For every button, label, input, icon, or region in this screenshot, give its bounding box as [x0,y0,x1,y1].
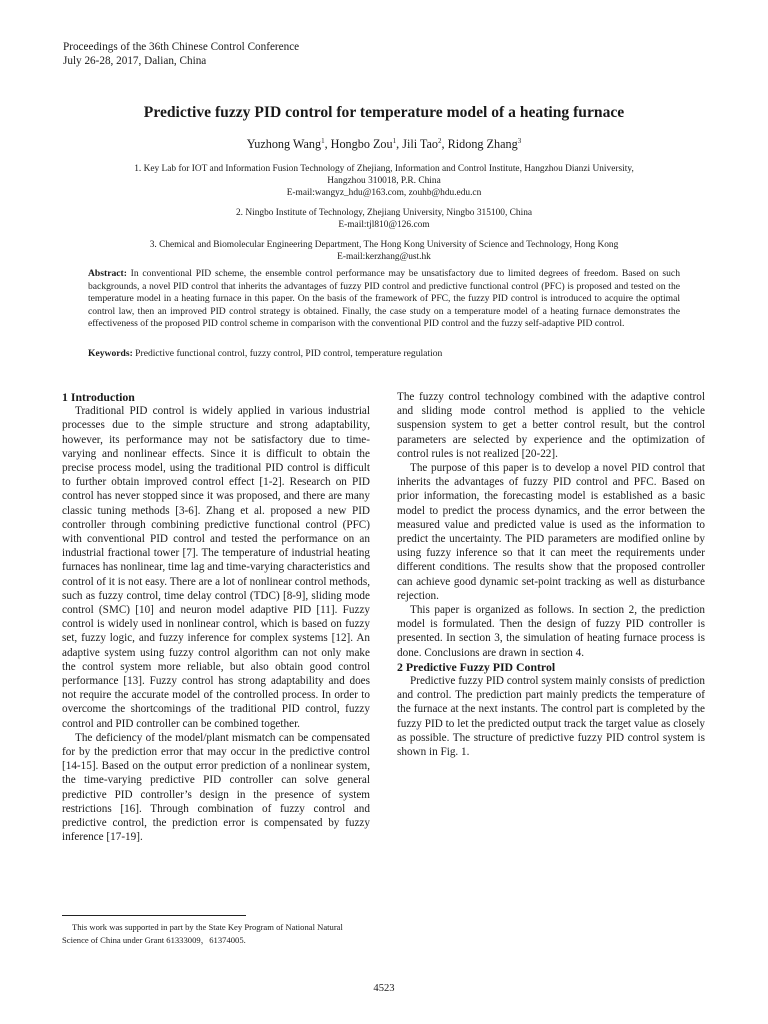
left-column [62,390,370,845]
footnote: This work was supported in part by the State Key Program of National Natural Science of China under Grant 61333009，61374005. [62,922,343,945]
author-list: Yuzhong Wang$^1$, Hongbo Zou$^1$, Jili Tao$^2$, Ridong Zhang$^3$ [246,136,522,151]
author-name: Yuzhong Wang [246,137,322,151]
right-column [397,390,705,759]
keywords-label: Keywords: [88,348,133,359]
keywords [88,348,680,361]
paragraph: Predictive fuzzy PID control system mainly consists of prediction and control. The prediction part mainly predicts the temperature of the furnace at the next instants. The control part is completed by the fuzzy PID to let the predicted output track the target value as closely as possible. The structure of predictive fuzzy PID control system is shown in Fig. 1. [397,675,705,759]
affiliation-line: 1. Key Lab for IOT and Information Fusion Technology of Zhejiang, Information and Control Institute, Hangzhou Dianzi University, [134,164,634,174]
affiliation-2 [60,207,708,231]
paragraph: The fuzzy control technology combined with the adaptive control and sliding mode control method is applied to the vehicle suspension system to get a better control result, but the control parameters are selected by experience and the optimization of control rules is not realized [20-22]. [397,391,705,460]
abstract-text: In conventional PID scheme, the ensemble control performance may be unsatisfactory due to limited degrees of freedom. Based on such backgrounds, a novel PID control that inherits the advantages of fuzzy PID control and predictive functional control (PFC) is proposed and tested on the temperature model in a heating furnace in this paper. On the basis of the framework of PFC, the fuzzy PID control is introduced to acquire the optimal control law, then an improved PID control strategy is obtained. Finally, the case study on a temperature model of a heating furnace demonstrates the effectiveness of the proposed PID control scheme in comparison with the conventional PID control and the fuzzy self-adaptive PID control. [88,268,680,330]
footnote-rule [62,915,246,916]
page-number: 4523 [373,983,395,994]
paragraph: This paper is organized as follows. In section 2, the prediction model is formulated. Then the design of fuzzy PID controller is presented. In section 3, the simulation of heating furnace process is done. Conclusions are drawn in section 4. [397,604,705,659]
section-heading-introduction: 1 Introduction [62,390,135,404]
paragraph: The purpose of this paper is to develop a novel PID control that inherits the advantages of fuzzy PID control and PFC. Based on prior information, the forecasting model is established as a basic model to predict the process dynamics, and the error between the measured value and predicted value is used as the information to predict the uncertainty. The PID parameters are modified online by using fuzzy inference so that it can meet the requirements under different conditions. The results show that the proposed controller can achieve good dynamic set-point tracking as well as disturbance rejection. [397,462,705,602]
paper-title: Predictive fuzzy PID control for temperature model of a heating furnace [143,104,625,121]
abstract [88,268,680,331]
keywords-text: Predictive functional control, fuzzy control, PID control, temperature regulation [135,348,443,359]
affiliation-line: Hangzhou 310018, P.R. China [327,176,441,187]
affiliation-line: 2. Ningbo Institute of Technology, Zhejiang University, Ningbo 315100, China [235,208,533,218]
author-name: Hongbo Zou [330,137,393,151]
affiliation-email: E-mail:wangyz_hdu@163.com, zouhb@hdu.edu.cn [286,188,482,199]
paragraph: Traditional PID control is widely applied in various industrial processes due to the simple structure and strong adaptability, however, its performance may not be satisfactory due to time-varying and nonlinear effects. Since it is difficult to obtain the precise process model, using the traditional PID control is difficult to further obtain improved control effect [1-2]. Research on PID control has never stopped since it was proposed, and there are many classic tuning methods [3-6]. Zhang et al. proposed a new PID controller through combining predictive functional control (PFC) with conventional PID control and tested the performance on an industrial fractional tower [7]. The temperature of industrial heating furnaces has nonlinear, time lag and time-varying characteristics and control of it is not easy. There are a lot of nonlinear control methods, such as fuzzy control, time delay control (TDC) [8-9], sliding mode control (SMC) [10] and neuron model adaptive PID [11]. Fuzzy control is widely used in nonlinear control, which is based on fuzzy set, fuzzy logic, and fuzzy inference for complex systems [12]. An adaptive system using fuzzy control algorithm can not only make the control system more reliable, but also obtain good control performance [13]. Fuzzy control has strong adaptability and does not require the accurate model of the controlled process. In order to overcome the shortcomings of the traditional PID control, fuzzy control and PID controller can be combined together. [62,405,370,730]
affiliation-email: E-mail:tjl810@126.com [338,220,430,231]
affiliation-3 [60,239,708,263]
conference-date-location: July 26-28, 2017, Dalian, China [63,55,207,67]
paragraph: The deficiency of the model/plant mismatch can be compensated for by the prediction error that may occur in the predictive control [14-15]. Based on the output error prediction of a nonlinear system, the time-varying predictive PID controller can solve general predictive PID controller’s design in the presence of system restrictions [16]. Through combination of fuzzy control and predictive control, the prediction error is compensated by fuzzy inference [17-19]. [62,731,370,844]
conference-name: Proceedings of the 36th Chinese Control Conference [63,41,300,53]
affiliation-line: 3. Chemical and Biomolecular Engineering Department, The Hong Kong University of Science and Technology, Hong Kong [149,240,619,250]
author-name: Ridong Zhang [447,137,518,151]
author-affiliation-mark: 3 [517,136,522,145]
author-affiliation-mark: 2 [438,136,442,145]
affiliation-1 [60,163,708,200]
abstract-label: Abstract: [88,268,127,279]
author-affiliation-mark: 1 [321,136,325,145]
conference-header [63,40,299,68]
section-heading-predictive-fuzzy-pid: 2 Predictive Fuzzy PID Control [397,659,556,674]
affiliation-email: E-mail:kerzhang@ust.hk [337,252,431,263]
author-affiliation-mark: 1 [392,136,397,145]
author-name: Jili Tao [402,137,439,151]
